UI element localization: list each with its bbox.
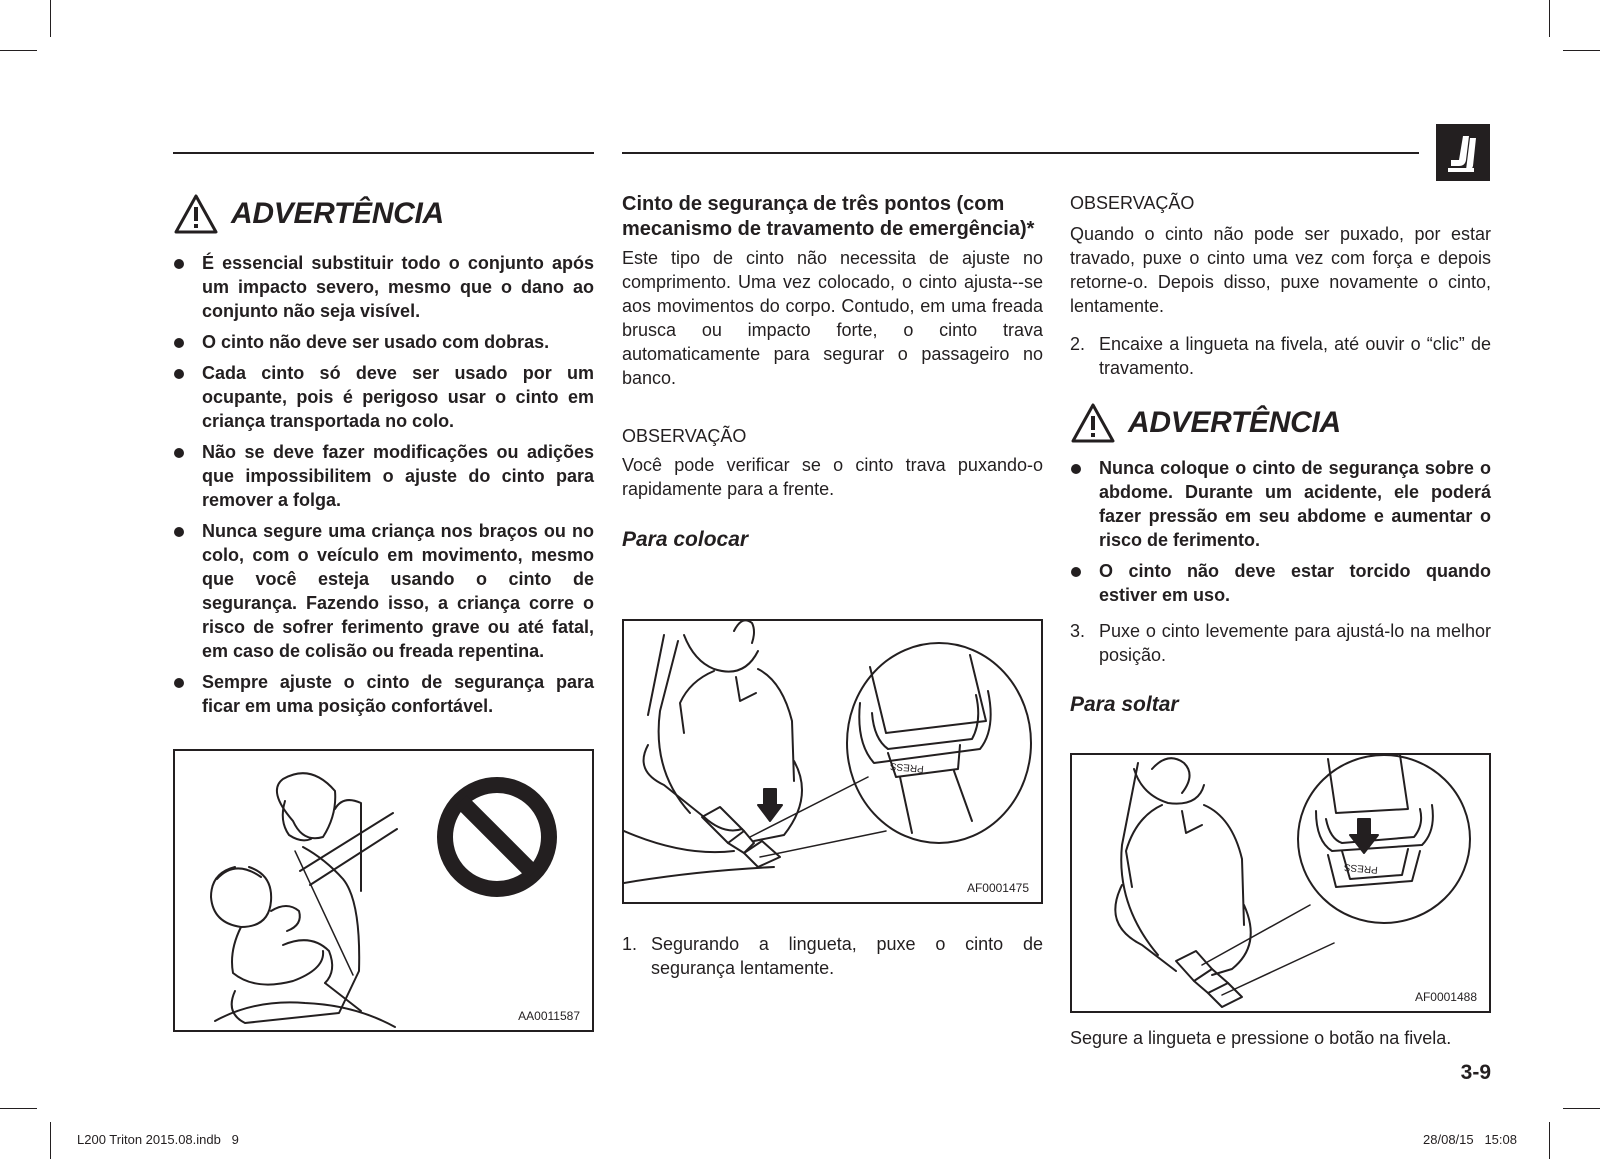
step-number: 3. [1070, 621, 1086, 641]
left-warning-heading [173, 193, 594, 235]
figure-code: AF0001475 [966, 881, 1029, 895]
step-number: 1. [622, 934, 638, 954]
figure-fasten-belt [622, 619, 1043, 904]
bullet-icon [174, 369, 184, 379]
left-warning-title: ADVERTÊNCIA [231, 197, 444, 230]
figure-code: AF0001488 [1414, 990, 1477, 1004]
figure-release-belt [1070, 753, 1491, 1013]
right-warning-list [1070, 456, 1491, 607]
step-text: Puxe o cinto levemente para ajustá-lo na melhor posição. [1099, 621, 1491, 665]
bullet-icon [1071, 464, 1081, 474]
bullet-icon [1071, 567, 1081, 577]
illustration-release-belt [1072, 755, 1489, 1011]
figure-press-label: PRESS [1343, 861, 1379, 875]
left-warning-list [173, 251, 594, 718]
warning-triangle-icon [1070, 402, 1116, 444]
warning-item: Cada cinto só deve ser usado por um ocupante, pois é perigoso usar o cinto em criança transportada no colo. [173, 361, 594, 433]
illustration-adult-holding-child [175, 751, 592, 1030]
figure-press-label: PRESS [889, 760, 925, 774]
figure-code: AA0011587 [518, 1009, 580, 1023]
warning-item: O cinto não deve ser usado com dobras. [173, 330, 594, 354]
right-warning-heading [1070, 402, 1491, 444]
warning-item: Nunca coloque o cinto de segurança sobre o abdome. Durante um acidente, ele poderá fazer pressão em seu abdome e aumentar o risco de ferimento. [1070, 456, 1491, 552]
fasten-subheading: Para colocar [622, 528, 749, 551]
left-column [173, 193, 594, 725]
crop-mark [1563, 1108, 1600, 1109]
warning-item: É essencial substituir todo o conjunto após um impacto severo, mesmo que o dano ao conjunto não seja visível. [173, 251, 594, 323]
step-1 [622, 932, 1043, 980]
page-number: 3-9 [1460, 1061, 1491, 1084]
warning-item: Nunca segure uma criança nos braços ou no colo, com o veículo em movimento, mesmo que você esteja usando o cinto de segurança. Fazendo isso, a criança corre o risco de sofrer ferimento grave ou até fatal, em caso de colisão ou freada repentina. [173, 519, 594, 663]
header-rule-left [173, 152, 594, 154]
figure-caption: Segure a lingueta e pressione o botão na fivela. [1070, 1028, 1452, 1048]
note-label: OBSERVAÇÃO [622, 426, 747, 446]
release-subheading: Para soltar [1070, 693, 1179, 716]
footer-file: L200 Triton 2015.08.indb 9 [77, 1132, 239, 1147]
warning-item: O cinto não deve estar torcido quando estiver em uso. [1070, 559, 1491, 607]
bullet-icon [174, 259, 184, 269]
header-rule-right [622, 152, 1419, 154]
step-2 [1070, 332, 1491, 380]
crop-mark [50, 0, 51, 37]
middle-step [622, 932, 1043, 980]
warning-triangle-icon [173, 193, 219, 235]
footer-date: 28/08/15 15:08 [1423, 1132, 1517, 1147]
crop-mark [0, 50, 37, 51]
section-title: Cinto de segurança de três pontos (com mecanismo de travamento de emergência)* [622, 193, 1035, 240]
bullet-icon [174, 527, 184, 537]
warning-item: Não se deve fazer modificações ou adições que impossibilitem o ajuste do cinto para remover a folga. [173, 440, 594, 512]
bullet-icon [174, 338, 184, 348]
step-text: Segurando a lingueta, puxe o cinto de segurança lentamente. [651, 934, 1043, 978]
note-text: Quando o cinto não pode ser puxado, por estar travado, puxe o cinto uma vez com força e depois retorne-o. Depois disso, puxe novamente o cinto, lentamente. [1070, 224, 1491, 316]
section-tab [1436, 124, 1490, 181]
figure-child-on-lap [173, 749, 594, 1032]
crop-mark [1549, 1122, 1550, 1159]
bullet-icon [174, 448, 184, 458]
note-text: Você pode verificar se o cinto trava puxando-o rapidamente para a frente. [622, 455, 1043, 499]
crop-mark [0, 1108, 37, 1109]
note-label: OBSERVAÇÃO [1070, 193, 1195, 213]
crop-mark [50, 1122, 51, 1159]
crop-mark [1549, 0, 1550, 37]
seat-icon [1436, 124, 1490, 181]
warning-item: Sempre ajuste o cinto de segurança para ficar em uma posição confortável. [173, 670, 594, 718]
right-warning-title: ADVERTÊNCIA [1128, 406, 1341, 439]
step-text: Encaixe a lingueta na fivela, até ouvir o “clic” de travamento. [1099, 334, 1491, 378]
bullet-icon [174, 678, 184, 688]
step-3 [1070, 619, 1491, 667]
intro-paragraph: Este tipo de cinto não necessita de ajuste no comprimento. Uma vez colocado, o cinto ajusta--se aos movimentos do corpo. Contudo, em uma freada brusca ou impacto forte, o cinto trava automaticamente para segurar o passageiro no banco. [622, 248, 1043, 388]
crop-mark [1563, 50, 1600, 51]
illustration-fasten-belt [624, 621, 1041, 902]
step-number: 2. [1070, 334, 1086, 354]
right-column [1070, 191, 1491, 717]
middle-column [622, 192, 1043, 552]
